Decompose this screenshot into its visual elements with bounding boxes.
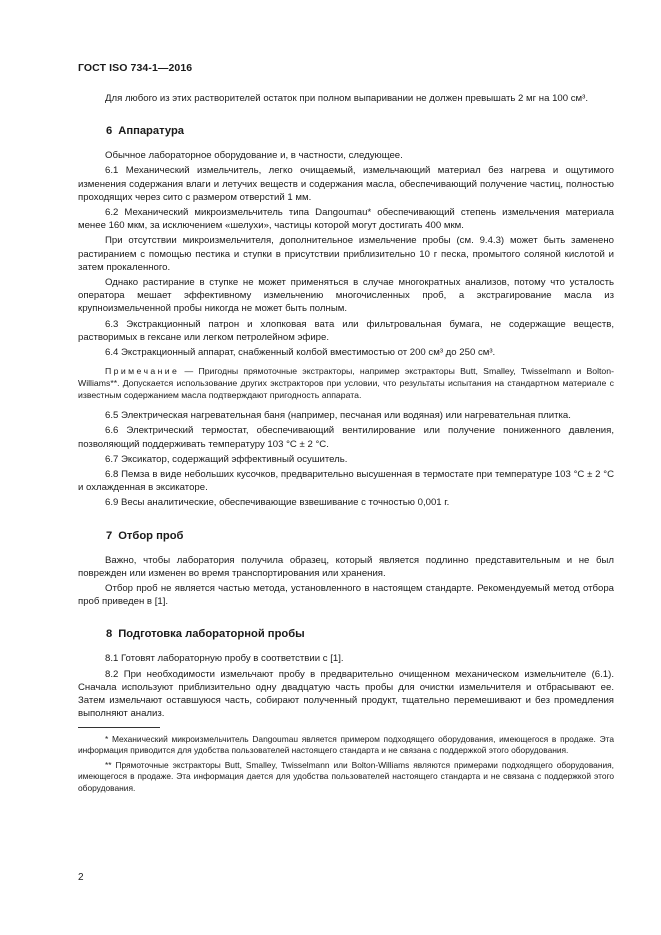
clause-8-2: 8.2 При необходимости измельчают пробу в предварительно очищенном механическом измельчителе (6.1). Сначала используют приблизительно одну двадцатую часть пробы для очистки измельчителя и отбрасывают ее. Затем измельчают оставшуюся часть, собирают полученный продукт, тщательно перемешивают и без промедления выполняют анализ. — [78, 668, 614, 720]
page-content — [78, 92, 614, 798]
footnote-2: ** Прямоточные экстракторы Butt, Smalley, Twisselmann или Bolton-Williams являются примерами подходящего оборудования, имеющегося в продаже. Эта информация дается для удобства пользователей настоящего стандарта и не связана с поддержкой этого оборудования. — [78, 760, 614, 793]
section-6-lead: Обычное лабораторное оборудование и, в частности, следующее. — [105, 150, 403, 162]
standard-header: ГОСТ ISO 734-1—2016 — [78, 62, 193, 74]
clause-6-6: 6.6 Электрический термостат, обеспечивающий вентилирование или получение пониженного давления, позволяющий поддерживать температуру 103 °С ± 2 °С. — [78, 425, 614, 450]
clause-6-4: 6.4 Экстракционный аппарат, снабженный колбой вместимостью от 200 см³ до 250 см³. — [105, 347, 496, 359]
intro-paragraph: Для любого из этих растворителей остаток при полном выпаривании не должен превышать 2 мг на 100 см³. — [105, 93, 589, 104]
clause-6-8: 6.8 Пемза в виде небольших кусочков, предварительно высушенная в термостате при температуре 103 °С ± 2 °С и охлажденная в эксикаторе. — [78, 469, 614, 494]
clause-6-2-alternative: При отсутствии микроизмельчителя, дополнительное измельчение пробы (см. 9.4.3) может быть заменено растиранием с помощью пестика и ступки в присутствии приблизительно 10 г песка, промытого соляной кислотой и затем прокаленного. — [78, 235, 614, 273]
note-label: Примечание — [105, 366, 180, 377]
section-6-number: 6 — [106, 125, 113, 138]
section-8-heading — [78, 628, 614, 640]
clause-8-1: 8.1 Готовят лабораторную пробу в соответствии с [1]. — [105, 653, 344, 665]
note-text: — Пригодны прямоточные экстракторы, например экстракторы Butt, Smalley, Twisselmann и Bolton-Williams**. Допускается использование других экстракторов при условии, что результаты испытания на стандартном материале с известным содержанием масла подтверждают пригодность аппарата. — [78, 366, 614, 401]
section-7-paragraph-2: Отбор проб не является частью метода, установленного в настоящем стандарте. Рекомендуемый метод отбора проб приведен в [1]. — [78, 583, 614, 608]
page-number: 2 — [78, 872, 84, 883]
section-6-heading — [78, 125, 614, 137]
section-7-title: Отбор проб — [118, 529, 184, 542]
footnote-1: * Механический микроизмельчитель Dangoumau является примером подходящего оборудования, имеющегося в продаже. Эта информация приводится для удобства пользователей настоящего стандарта и не связана с поддержкой этого оборудования. — [78, 733, 614, 755]
section-7-heading — [78, 530, 614, 542]
section-8-title: Подготовка лабораторной пробы — [118, 628, 305, 641]
section-8-number: 8 — [106, 628, 113, 641]
clause-6-9: 6.9 Весы аналитические, обеспечивающие взвешивание с точностью 0,001 г. — [105, 497, 450, 509]
clause-6-2: 6.2 Механический микроизмельчитель типа Dangoumau* обеспечивающий степень измельчения материала менее 160 мкм, за исключением «шелухи», частицы которой могут достигать 400 мкм. — [78, 207, 614, 232]
footnote-divider — [78, 727, 160, 728]
clause-6-2-limitation: Однако растирание в ступке не может применяться в случае многократных анализов, потому что усталость оператора мешает эффективному измельчению многочисленных проб, а экстрагирование масла из крупноизмельченной пробы никогда не может быть полным. — [78, 277, 614, 315]
section-7-number: 7 — [106, 529, 113, 542]
section-6-title: Аппаратура — [118, 125, 184, 138]
section-7-paragraph-1: Важно, чтобы лаборатория получила образец, который является подлинно представительным и не был поврежден или изменен во время транспортирования или хранения. — [78, 554, 614, 579]
note-paragraph — [78, 365, 614, 401]
clause-6-1: 6.1 Механический измельчитель, легко очищаемый, измельчающий материал без нагрева и ощутимого изменения содержания влаги и летучих веществ и содержания масла, обеспечивающий получение частиц, полностью проходящих через сито с размером отверстий 1 мм. — [78, 165, 614, 203]
clause-6-7: 6.7 Эксикатор, содержащий эффективный осушитель. — [105, 453, 348, 465]
clause-6-5: 6.5 Электрическая нагревательная баня (например, песчаная или водяная) или нагревательная плитка. — [105, 410, 571, 422]
clause-6-3: 6.3 Экстракционный патрон и хлопковая вата или фильтровальная бумага, не содержащие веществ, растворимых в гексане или легком петролейном эфире. — [78, 318, 614, 343]
